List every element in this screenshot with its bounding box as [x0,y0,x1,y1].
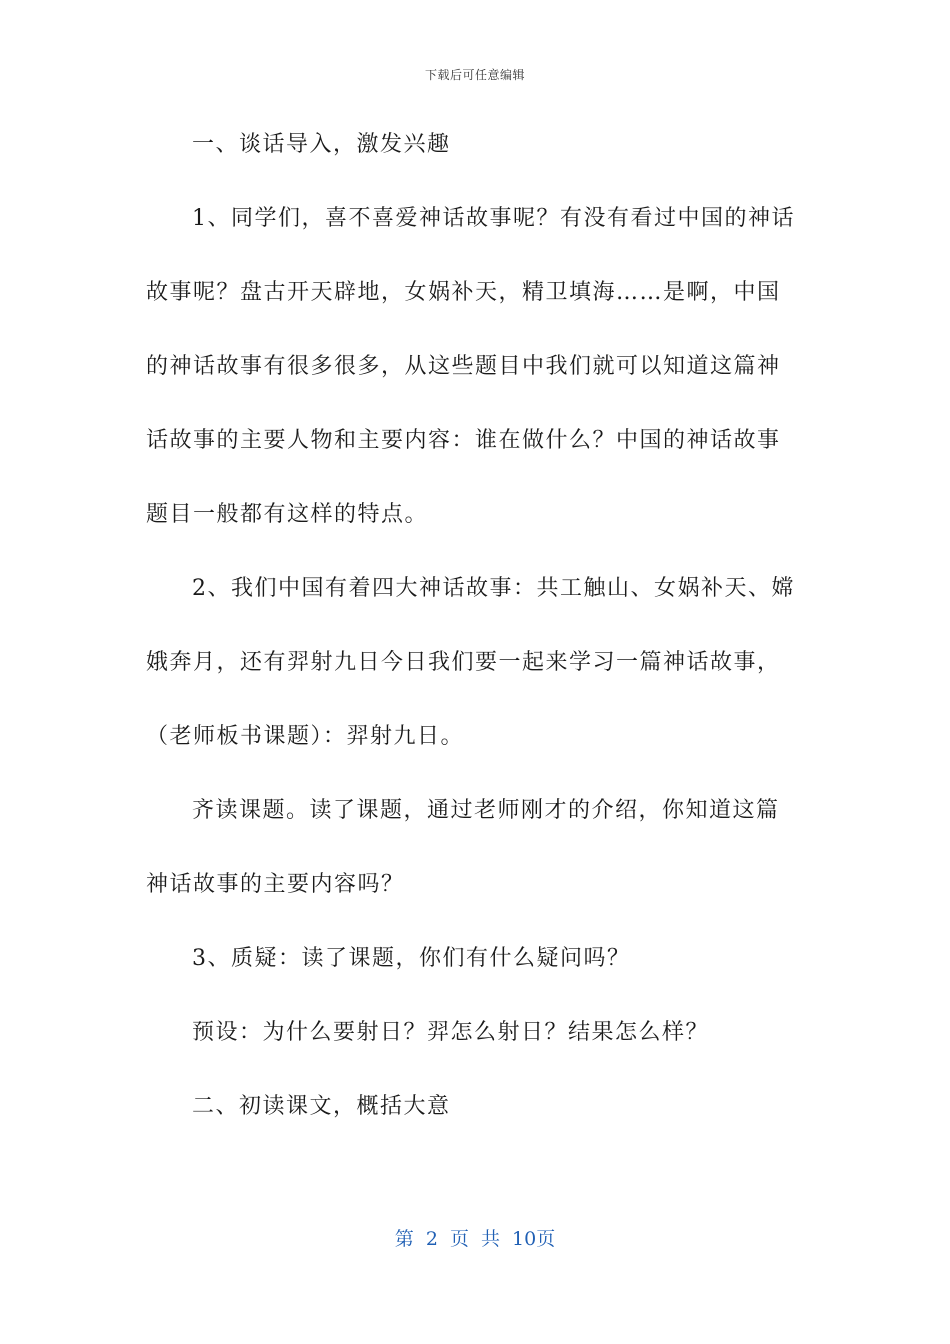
document-body [146,120,806,1156]
paragraph-line: 1、同学们，喜不喜爱神话故事呢？有没有看过中国的神话 [192,206,795,231]
paragraph-line: 预设：为什么要射日？羿怎么射日？结果怎么样？ [192,1020,710,1045]
paragraph-line: 3、质疑：读了课题，你们有什么疑问吗？ [192,946,631,971]
paragraph-line: 2、我们中国有着四大神话故事：共工触山、女娲补天、嫦 [192,576,795,601]
heading-intro: 一、谈话导入，激发兴趣 [192,132,451,157]
paragraph-line: 题目一般都有这样的特点。 [146,502,429,527]
heading-first-reading: 二、初读课文，概括大意 [192,1094,451,1119]
paragraph-line: 故事呢？盘古开天辟地，女娲补天，精卫填海……是啊，中国 [146,280,781,305]
paragraph-line: 娥奔月，还有羿射九日今日我们要一起来学习一篇神话故事， [146,650,781,675]
page-number-footer: 第 2 页 共 10页 [394,1228,556,1250]
paragraph-line: 的神话故事有很多很多，从这些题目中我们就可以知道这篇神 [146,354,781,379]
paragraph-line: 话故事的主要人物和主要内容：谁在做什么？中国的神话故事 [146,428,781,453]
paragraph-line: 神话故事的主要内容吗？ [146,872,405,897]
paragraph-line: 齐读课题。读了课题，通过老师刚才的介绍，你知道这篇 [192,798,780,823]
paragraph-line: （老师板书课题）：羿射九日。 [146,724,465,749]
page-header: 下载后可任意编辑 [424,68,525,82]
